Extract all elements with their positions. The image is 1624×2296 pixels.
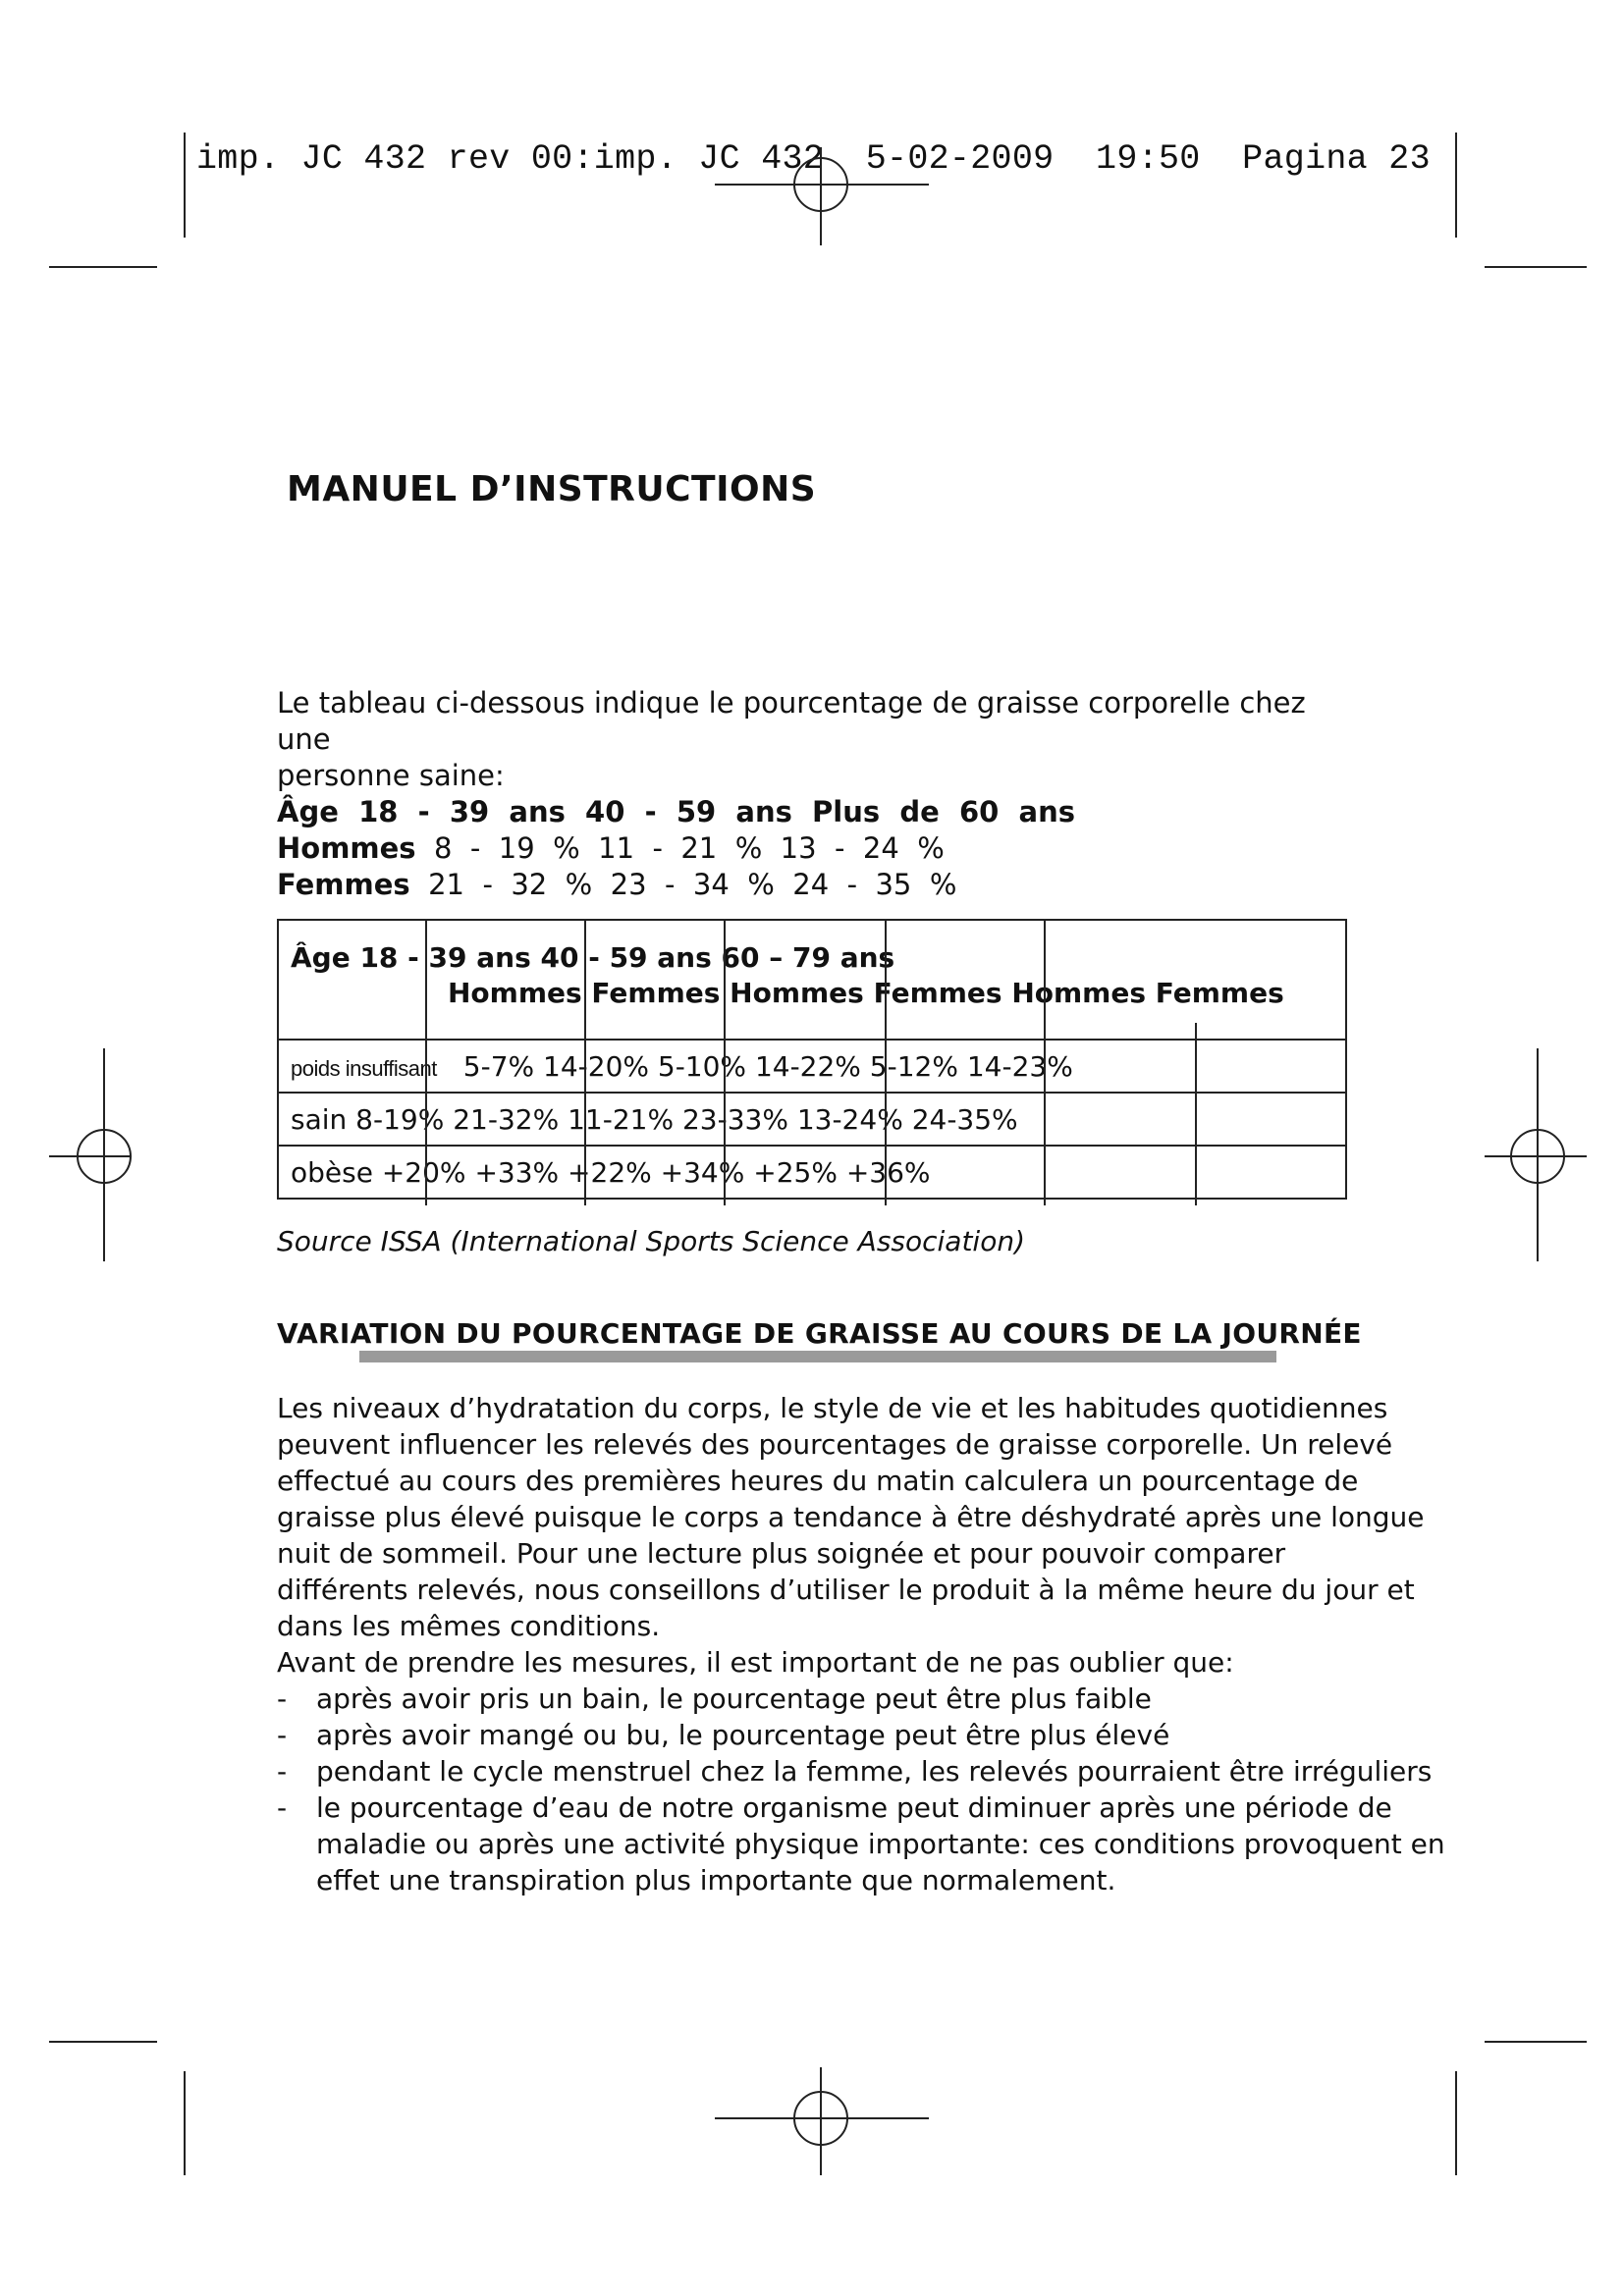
table-header-row <box>278 920 1346 1040</box>
women-values: 21 - 32 % 23 - 34 % 24 - 35 % <box>409 868 957 901</box>
body-text <box>277 1390 1455 1898</box>
heading-underline <box>359 1351 1276 1362</box>
body-line: Avant de prendre les mesures, il est important de ne pas oublier que: <box>277 1646 1234 1679</box>
bullet-marker: - <box>277 1719 288 1751</box>
intro-line: Le tableau ci-dessous indique le pourcentage de graisse corporelle chez une <box>277 686 1306 756</box>
registration-mark-bottom <box>715 2067 929 2175</box>
source-citation: Source ISSA (International Sports Science Association) <box>277 1225 1026 1257</box>
list-item-text: le pourcentage d’eau de notre organisme peut diminuer après une période de maladie ou après une activité physique importante: ces conditions provoquent en effet une transpiration plus importante que normalement. <box>316 1791 1445 1896</box>
table-row <box>278 1040 1346 1093</box>
table-row <box>278 1146 1346 1199</box>
registration-mark-left <box>49 1048 132 1261</box>
table-cell <box>278 1040 1346 1093</box>
body-line: Les niveaux d’hydratation du corps, le style de vie et les habitudes quotidiennes <box>277 1392 1388 1424</box>
intro-line: personne saine: <box>277 759 505 792</box>
body-line: différents relevés, nous conseillons d’utiliser le produit à la même heure du jour et <box>277 1574 1415 1606</box>
women-row <box>277 867 1357 903</box>
body-line: nuit de sommeil. Pour une lecture plus soignée et pour pouvoir comparer <box>277 1537 1286 1570</box>
body-line: dans les mêmes conditions. <box>277 1610 661 1642</box>
table-header-genders: Hommes Femmes Hommes Femmes Hommes Femmes <box>448 977 1284 1009</box>
age-row: Âge 18 - 39 ans 40 - 59 ans Plus de 60 ans <box>277 795 1075 828</box>
registration-mark-right <box>1485 1048 1587 1261</box>
bullet-list <box>277 1681 1455 1898</box>
list-item-text: pendant le cycle menstruel chez la femme, les relevés pourraient être irréguliers <box>316 1755 1433 1788</box>
body-line: effectué au cours des premières heures du matin calculera un pourcentage de <box>277 1465 1359 1497</box>
section-heading: VARIATION DU POURCENTAGE DE GRAISSE AU COURS DE LA JOURNÉE <box>277 1317 1362 1350</box>
list-item <box>277 1717 1455 1753</box>
men-label: Hommes <box>277 831 416 865</box>
list-item <box>277 1789 1475 1898</box>
list-item <box>277 1753 1455 1789</box>
table-cell: obèse +20% +33% +22% +34% +25% +36% <box>278 1146 1346 1199</box>
list-item-text: après avoir pris un bain, le pourcentage peut être plus faible <box>316 1682 1152 1715</box>
print-slug: imp. JC 432 rev 00:imp. JC 432 5-02-2009 19:50 Pagina 23 <box>196 139 1431 179</box>
body-fat-table <box>277 919 1347 1200</box>
bullet-marker: - <box>277 1682 288 1715</box>
row-label: poids insuffisant <box>291 1055 437 1081</box>
table-cell: sain 8-19% 21-32% 11-21% 23-33% 13-24% 24-35% <box>278 1093 1346 1146</box>
table-header-ages: Âge 18 - 39 ans 40 - 59 ans 60 – 79 ans <box>291 941 895 974</box>
men-values: 8 - 19 % 11 - 21 % 13 - 24 % <box>415 831 945 865</box>
bullet-marker: - <box>277 1791 288 1824</box>
bullet-marker: - <box>277 1755 288 1788</box>
body-line: graisse plus élevé puisque le corps a tendance à être déshydraté après une longue <box>277 1501 1425 1533</box>
table-header-cell <box>278 920 1346 1040</box>
men-row <box>277 830 1357 867</box>
list-item-text: après avoir mangé ou bu, le pourcentage peut être plus élevé <box>316 1719 1170 1751</box>
body-line: peuvent influencer les relevés des pourcentages de graisse corporelle. Un relevé <box>277 1428 1393 1461</box>
page-title: MANUEL D’INSTRUCTIONS <box>287 469 817 509</box>
row-values: 5-7% 14-20% 5-10% 14-22% 5-12% 14-23% <box>462 1049 1073 1083</box>
intro-block <box>277 685 1357 903</box>
table-row <box>278 1093 1346 1146</box>
women-label: Femmes <box>277 868 410 901</box>
list-item <box>277 1681 1455 1717</box>
